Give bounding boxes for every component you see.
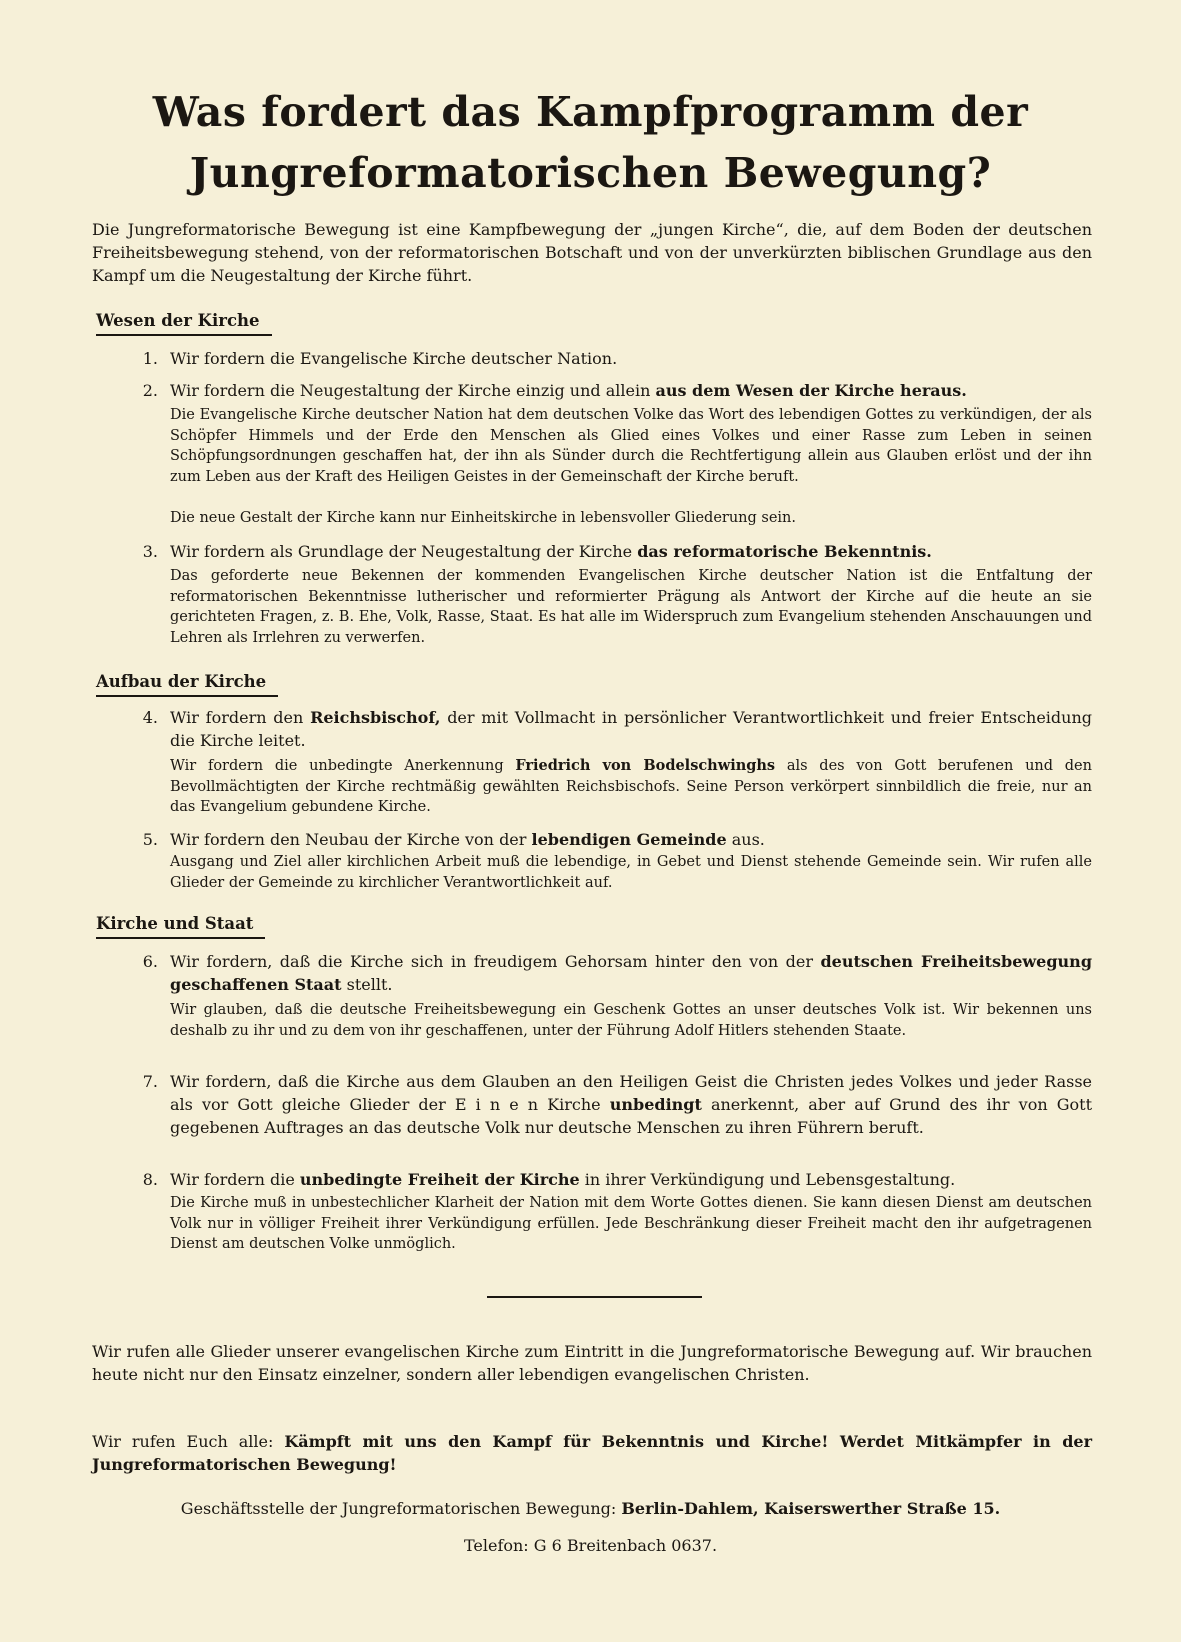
item-5-explanation: Ausgang und Ziel aller kirchlichen Arbeit muß die lebendige, in Gebet und Dienst stehende Gemeinde sein. Wir rufen alle Glieder der Gemeinde zu kirchlicher Verantwortlichkeit auf. (170, 854, 1092, 891)
item-number: 3. (142, 542, 158, 561)
intro-paragraph: Die Jungreformatorische Bewegung ist eine Kampfbewegung der „jungen Kirche“, die, auf dem Boden der deutschen Freiheitsbewegung stehend, von der reformatorischen Botschaft und von der unverkürzten biblischen Grundlage aus den Kampf um die Neugestaltung der Kirche führt. (92, 220, 1092, 285)
section-heading-aufbau: Aufbau der Kirche (96, 672, 278, 697)
item-4-demand: Wir fordern den Reichsbischof, der mit Vollmacht in persönlicher Verantwortlichkeit und freier Entscheidung die Kirche leitet. (170, 708, 1092, 750)
item-2-explanation-2: Die neue Gestalt der Kirche kann nur Einheitskirche in lebensvoller Gliederung sein. (170, 510, 797, 526)
item-number: 4. (142, 708, 158, 727)
item-number: 8. (142, 1170, 158, 1189)
item-5-demand: Wir fordern den Neubau der Kirche von der lebendigen Gemeinde aus. (170, 830, 765, 849)
item-number: 5. (142, 830, 158, 849)
item-3-demand: Wir fordern als Grundlage der Neugestaltung der Kirche das reformatorische Bekenntnis. (170, 542, 932, 561)
closing-call-paragraph: Wir rufen alle Glieder unserer evangelischen Kirche zum Eintritt in die Jungreformatorische Bewegung auf. Wir brauchen heute nicht nur den Einsatz einzelner, sondern aller lebendigen evangelischen Christen. (92, 1342, 1092, 1384)
divider-rule (487, 1296, 702, 1298)
item-7-demand: Wir fordern, daß die Kirche aus dem Glauben an den Heiligen Geist die Christen jedes Volkes und jeder Rasse als vor Gott gleiche Glieder der E i n e n Kirche unbedingt anerkennt, aber auf Grund des ihr von Gott gegebenen Auftrages an das deutsche Volk nur deutsche Menschen zu ihren Führern beruft. (170, 1072, 1093, 1137)
section-heading-staat: Kirche und Staat (96, 914, 265, 939)
item-2-demand: Wir fordern die Neugestaltung der Kirche einzig und allein aus dem Wesen der Kirche heraus. (170, 381, 967, 400)
item-8-demand: Wir fordern die unbedingte Freiheit der Kirche in ihrer Verkündigung und Lebensgestaltung. (170, 1170, 956, 1189)
closing-appeal-paragraph: Wir rufen Euch alle: Kämpft mit uns den Kampf für Bekenntnis und Kirche! Werdet Mitkämpfer in der Jungreformatorischen Bewegung! (92, 1432, 1092, 1474)
office-phone: Telefon: G 6 Breitenbach 0637. (463, 1536, 718, 1555)
title-line-1: Was fordert das Kampfprogramm der (152, 88, 1029, 136)
item-number: 1. (142, 349, 158, 368)
item-2-explanation: Die Evangelische Kirche deutscher Nation hat dem deutschen Volke das Wort des lebendigen Gottes zu verkündigen, der als Schöpfer Himmels und der Erde den Menschen als Glied eines Volkes und einer Rasse zum Leben in seinen Schöpfungsordnungen geschaffen hat, der ihn als Sünder durch die Rechtfertigung allein aus Glauben erlöst und der ihn zum Leben aus der Kraft des Heiligen Geistes in der Gemeinschaft der Kirche beruft. (170, 407, 1092, 485)
item-1-demand: Wir fordern die Evangelische Kirche deutscher Nation. (170, 349, 618, 368)
title-line-2: Jungreformatorischen Bewegung? (189, 149, 992, 197)
item-8-explanation: Die Kirche muß in unbestechlicher Klarheit der Nation mit dem Worte Gottes dienen. Sie kann diesen Dienst am deutschen Volk nur in völliger Freiheit ihrer Verkündigung erfüllen. Jede Beschränkung dieser Freiheit macht den ihr aufgetragenen Dienst am deutschen Volke unmöglich. (170, 1195, 1092, 1252)
item-number: 6. (142, 952, 158, 971)
item-4-explanation: Wir fordern die unbedingte Anerkennung Friedrich von Bodelschwinghs als des von Gott berufenen und den Bevollmächtigten der Kirche rechtmäßig gewählten Reichsbischofs. Seine Person verkörpert sinnbildlich die freie, nur an das Evangelium gebundene Kirche. (170, 757, 1092, 815)
office-address: Geschäftsstelle der Jungreformatorischen Bewegung: Berlin-Dahlem, Kaiserswerther Straße 15. (180, 1499, 1001, 1518)
item-6-explanation: Wir glauben, daß die deutsche Freiheitsbewegung ein Geschenk Gottes an unser deutsches Volk ist. Wir bekennen uns deshalb zu ihr und zu dem von ihr geschaffenen, unter der Führung Adolf Hitlers stehenden Staate. (170, 1002, 1092, 1039)
item-number: 7. (142, 1072, 158, 1091)
item-3-explanation: Das geforderte neue Bekennen der kommenden Evangelischen Kirche deutscher Nation ist die Entfaltung der reformatorischen Bekenntnisse lutherischer und reformierter Prägung als Antwort der Kirche auf die heute an sie gerichteten Fragen, z. B. Ehe, Volk, Rasse, Staat. Es hat alle im Widerspruch zum Evangelium stehenden Anschauungen und Lehren als Irrlehren zu verwerfen. (170, 568, 1092, 646)
item-number: 2. (142, 381, 158, 400)
item-6-demand: Wir fordern, daß die Kirche sich in freudigem Gehorsam hinter den von der deutschen Freiheitsbewegung geschaffenen Staat stellt. (170, 952, 1093, 994)
section-heading-wesen: Wesen der Kirche (96, 311, 272, 336)
